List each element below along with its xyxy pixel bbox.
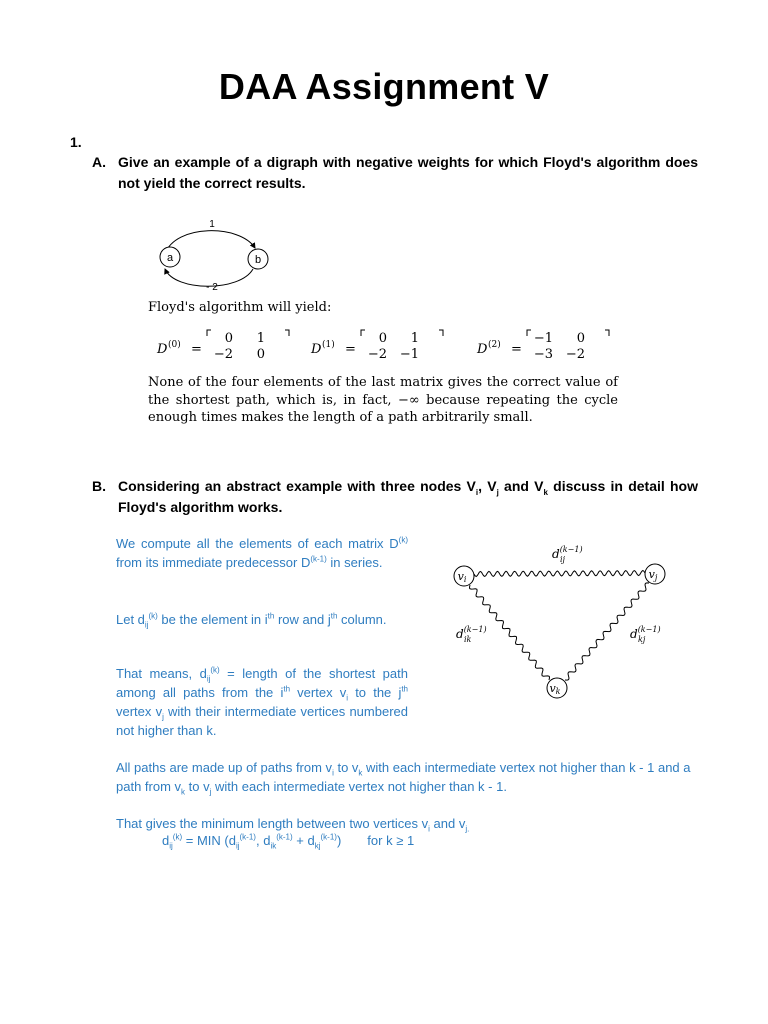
yield-text: Floyd's algorithm will yield: — [148, 300, 332, 315]
floyd-triangle-diagram — [440, 536, 680, 706]
matrix-cell: 0 — [378, 331, 387, 346]
node-vi-label: vi — [457, 570, 467, 584]
right-bracket — [439, 330, 443, 336]
part-b-label: B. — [92, 478, 106, 494]
label-dik: $d^{(k-1)}$ ik — [456, 625, 487, 644]
part-b-question: Considering an abstract example with three nodes $V_i$, $V_j$ and $V_k$ discuss in detail how Floyd's algorithm works. — [118, 478, 698, 515]
matrix-d2 — [476, 330, 609, 362]
matrix-cell: −2 — [367, 347, 387, 362]
path-vi-vj — [474, 571, 645, 577]
counterexample-conclusion: None of the four elements of the last matrix gives the correct value of the shortest path, which is, in fact, −∞ because repeating the cycle enough times makes the length of a path arbitrarily small. — [148, 375, 618, 425]
equals-sign: = — [191, 342, 202, 357]
node-a-label: a — [166, 252, 174, 264]
equals-sign: = — [511, 342, 522, 357]
explanation-p5: That gives the minimum length between two vertices $v_i$ and $v_{j.}$ — [116, 816, 470, 834]
node-vk-label: vk — [549, 682, 561, 696]
matrix-superscript: (0) — [168, 340, 181, 350]
edge-weight-bottom: - 2 — [206, 282, 218, 293]
node-vj-label: vj — [648, 568, 658, 582]
left-bracket — [527, 330, 531, 336]
page-title: DAA Assignment V — [218, 66, 550, 107]
matrix-name: D — [311, 342, 322, 357]
explanation-p3: That means, $d_{ij}^{(k)}$ = length of the shortest path among all paths from the $i^{th}$ vertex $v_i$ to the $j^{th}$ vertex $v_j$ with their intermediate vertices numbered not higher than k. — [116, 665, 408, 738]
matrix-cell: 1 — [256, 331, 265, 346]
matrix-cell: −2 — [565, 347, 585, 362]
distance-matrices — [145, 326, 623, 370]
part-b — [92, 476, 698, 518]
node-b-label: b — [254, 254, 262, 266]
floyd-counterexample-figure — [145, 214, 623, 430]
right-bracket — [605, 330, 609, 336]
explanation-p1: We compute all the elements of each matrix $D^{(k)}$ from its immediate predecessor $D^{(k-1)}$ in series. — [116, 535, 408, 570]
explanation-p4: All paths are made up of paths from $v_i$ to $v_k$ with each intermediate vertex not higher than k - 1 and a path from $v_k$ to $v_j$ with each intermediate vertex not higher than k - 1. — [116, 760, 691, 797]
matrix-d0 — [156, 330, 289, 362]
matrix-cell: 0 — [256, 347, 265, 362]
part-a-question: Give an example of a digraph with negative weights for which Floyd's algorithm does not yield the correct results. — [118, 154, 698, 191]
left-bracket — [207, 330, 211, 336]
matrix-superscript: (2) — [488, 340, 501, 350]
matrix-cell: 1 — [410, 331, 419, 346]
matrix-cell: −2 — [213, 347, 233, 362]
digraph-diagram — [145, 214, 623, 304]
part-a-label: A. — [92, 154, 106, 170]
left-bracket — [361, 330, 365, 336]
matrix-name: D — [157, 342, 168, 357]
matrix-cell: 0 — [224, 331, 233, 346]
edge-a-to-b — [165, 231, 255, 254]
recurrence-formula: $d_{ij}^{(k)}$ = MIN ($d_{ij}^{(k-1)}$, $d_{ik}^{(k-1)} + d_{kj}^{(k-1)}$) for k ≥ 1 — [162, 832, 415, 851]
equals-sign: = — [345, 342, 356, 357]
explanation-p2: Let $d_{ij}^{(k)}$ be the element in $i^{th}$ row and $j^{th}$ column. — [116, 611, 387, 630]
matrix-d1 — [310, 330, 443, 362]
label-dkj: $d^{(k-1)}$ kj — [630, 625, 661, 644]
matrix-name: D — [477, 342, 488, 357]
part-a — [92, 152, 698, 194]
right-bracket — [285, 330, 289, 336]
formula-condition: for k ≥ 1 — [367, 833, 415, 848]
question-number: 1. — [70, 134, 82, 150]
matrix-cell: 0 — [576, 331, 585, 346]
matrix-cell: −3 — [533, 347, 553, 362]
matrix-cell: −1 — [533, 331, 553, 346]
matrix-superscript: (1) — [322, 340, 335, 350]
label-dij: $d^{(k-1)}$ ij — [552, 545, 583, 564]
matrix-cell: −1 — [399, 347, 419, 362]
edge-weight-top: 1 — [209, 219, 215, 230]
